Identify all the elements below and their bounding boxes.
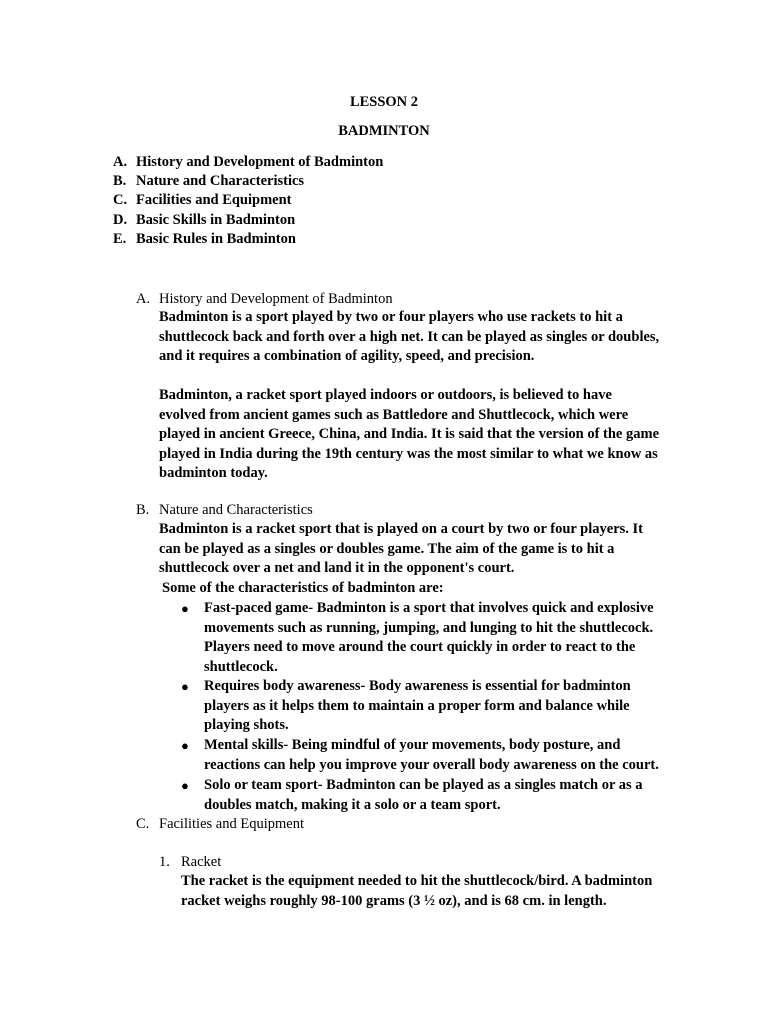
bullet-icon: ●: [181, 679, 189, 694]
paragraph-line: Badminton is a sport played by two or four players who use rackets to hit a: [159, 309, 623, 325]
lesson-title: BADMINTON: [338, 123, 430, 139]
item-number: 1.: [159, 854, 170, 870]
bullet-line: Solo or team sport- Badminton can be played as a singles match or as a: [204, 777, 643, 793]
bullet-item: [204, 736, 659, 775]
section-heading: Facilities and Equipment: [159, 816, 304, 832]
bullet-line: movements such as running, jumping, and lunging to hit the shuttlecock.: [204, 619, 654, 636]
bullet-line: players as it helps them to maintain a proper form and balance while: [204, 697, 630, 714]
outline-item: History and Development of Badminton: [136, 154, 384, 170]
paragraph-line: can be played as a singles or doubles game. The aim of the game is to hit a: [159, 540, 615, 557]
outline-marker: A.: [113, 154, 128, 170]
bullet-icon: ●: [181, 738, 189, 753]
bullet-line: Requires body awareness- Body awareness is essential for badminton: [204, 678, 631, 694]
bullet-line: Players need to move around the court quickly in order to react to the: [204, 639, 636, 655]
outline-item: Basic Rules in Badminton: [136, 231, 296, 247]
paragraph-line: badminton today.: [159, 465, 268, 481]
bullet-line: reactions can help you improve your overall body awareness on the court.: [204, 756, 659, 773]
section-paragraph: [159, 520, 643, 579]
bullet-icon: ●: [181, 601, 189, 616]
outline-marker: E.: [113, 231, 127, 247]
outline-item: Nature and Characteristics: [136, 173, 305, 189]
outline-marker: D.: [113, 212, 128, 228]
bullet-icon: ●: [181, 778, 189, 793]
section-heading: Nature and Characteristics: [159, 502, 313, 518]
bullet-line: playing shots.: [204, 717, 289, 733]
bullet-line: shuttlecock.: [204, 658, 278, 675]
outline-item: Basic Skills in Badminton: [136, 212, 296, 228]
bullet-item: [204, 599, 654, 677]
paragraph-line: and it requires a combination of agility, speed, and precision.: [159, 348, 535, 364]
lesson-number: LESSON 2: [349, 94, 419, 110]
item-description: [181, 872, 652, 911]
characteristics-intro: Some of the characteristics of badminton are:: [162, 580, 444, 596]
paragraph-line: evolved from ancient games such as Battledore and Shuttlecock, which were: [159, 406, 629, 423]
paragraph-line: racket weighs roughly 98-100 grams (3 ½ oz), and is 68 cm. in length.: [181, 892, 607, 909]
paragraph-line: played in ancient Greece, China, and India. It is said that the version of the game: [159, 426, 660, 442]
bullet-item: [204, 776, 643, 815]
outline-marker: C.: [113, 192, 128, 208]
section-paragraph: [159, 386, 659, 484]
paragraph-line: shuttlecock over a net and land it in the opponent's court.: [159, 560, 515, 576]
section-marker: C.: [136, 816, 150, 832]
section-heading: History and Development of Badminton: [159, 291, 393, 307]
paragraph-line: Badminton, a racket sport played indoors or outdoors, is believed to have: [159, 387, 612, 403]
paragraph-line: shuttlecock back and forth over a high net. It can be played as singles or doubles,: [159, 328, 660, 345]
bullet-line: Mental skills- Being mindful of your movements, body posture, and: [204, 737, 621, 753]
outline-marker: B.: [113, 173, 127, 189]
outline-item: Facilities and Equipment: [136, 192, 292, 208]
paragraph-line: played in India during the 19th century was the most similar to what we know as: [159, 445, 658, 462]
item-heading: Racket: [181, 854, 222, 870]
section-paragraph: [159, 308, 659, 367]
paragraph-line: Badminton is a racket sport that is played on a court by two or four players. It: [159, 521, 644, 537]
bullet-line: doubles match, making it a solo or a team sport.: [204, 796, 501, 813]
paragraph-line: The racket is the equipment needed to hit the shuttlecock/bird. A badminton: [181, 873, 653, 889]
bullet-item: [204, 677, 631, 736]
section-marker: A.: [136, 291, 151, 307]
bullet-line: Fast-paced game- Badminton is a sport that involves quick and explosive: [204, 600, 654, 616]
section-marker: B.: [136, 502, 150, 518]
